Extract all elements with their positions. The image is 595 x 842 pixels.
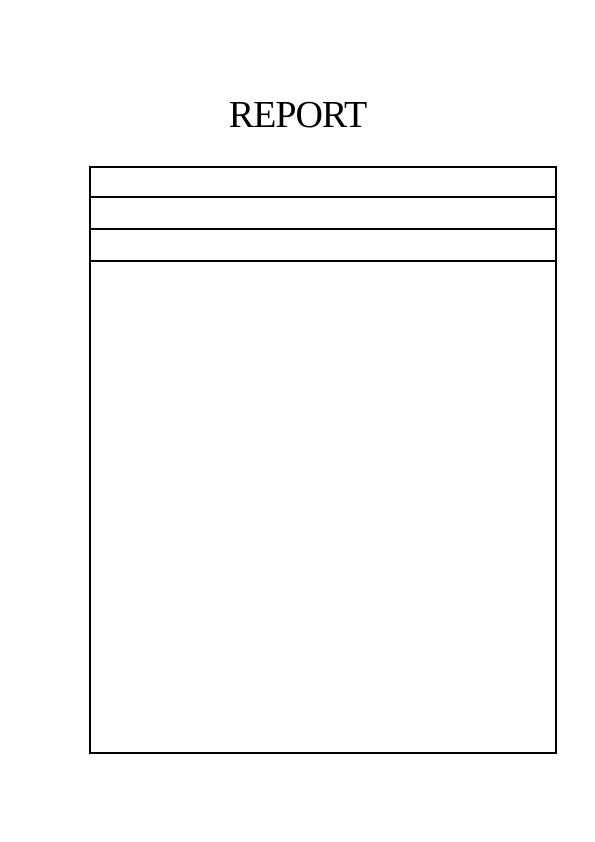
subject-row xyxy=(91,230,555,262)
report-frame xyxy=(89,166,557,754)
report-title: REPORT xyxy=(228,94,367,136)
header-row-1 xyxy=(91,168,555,198)
header-row-2 xyxy=(91,198,555,230)
